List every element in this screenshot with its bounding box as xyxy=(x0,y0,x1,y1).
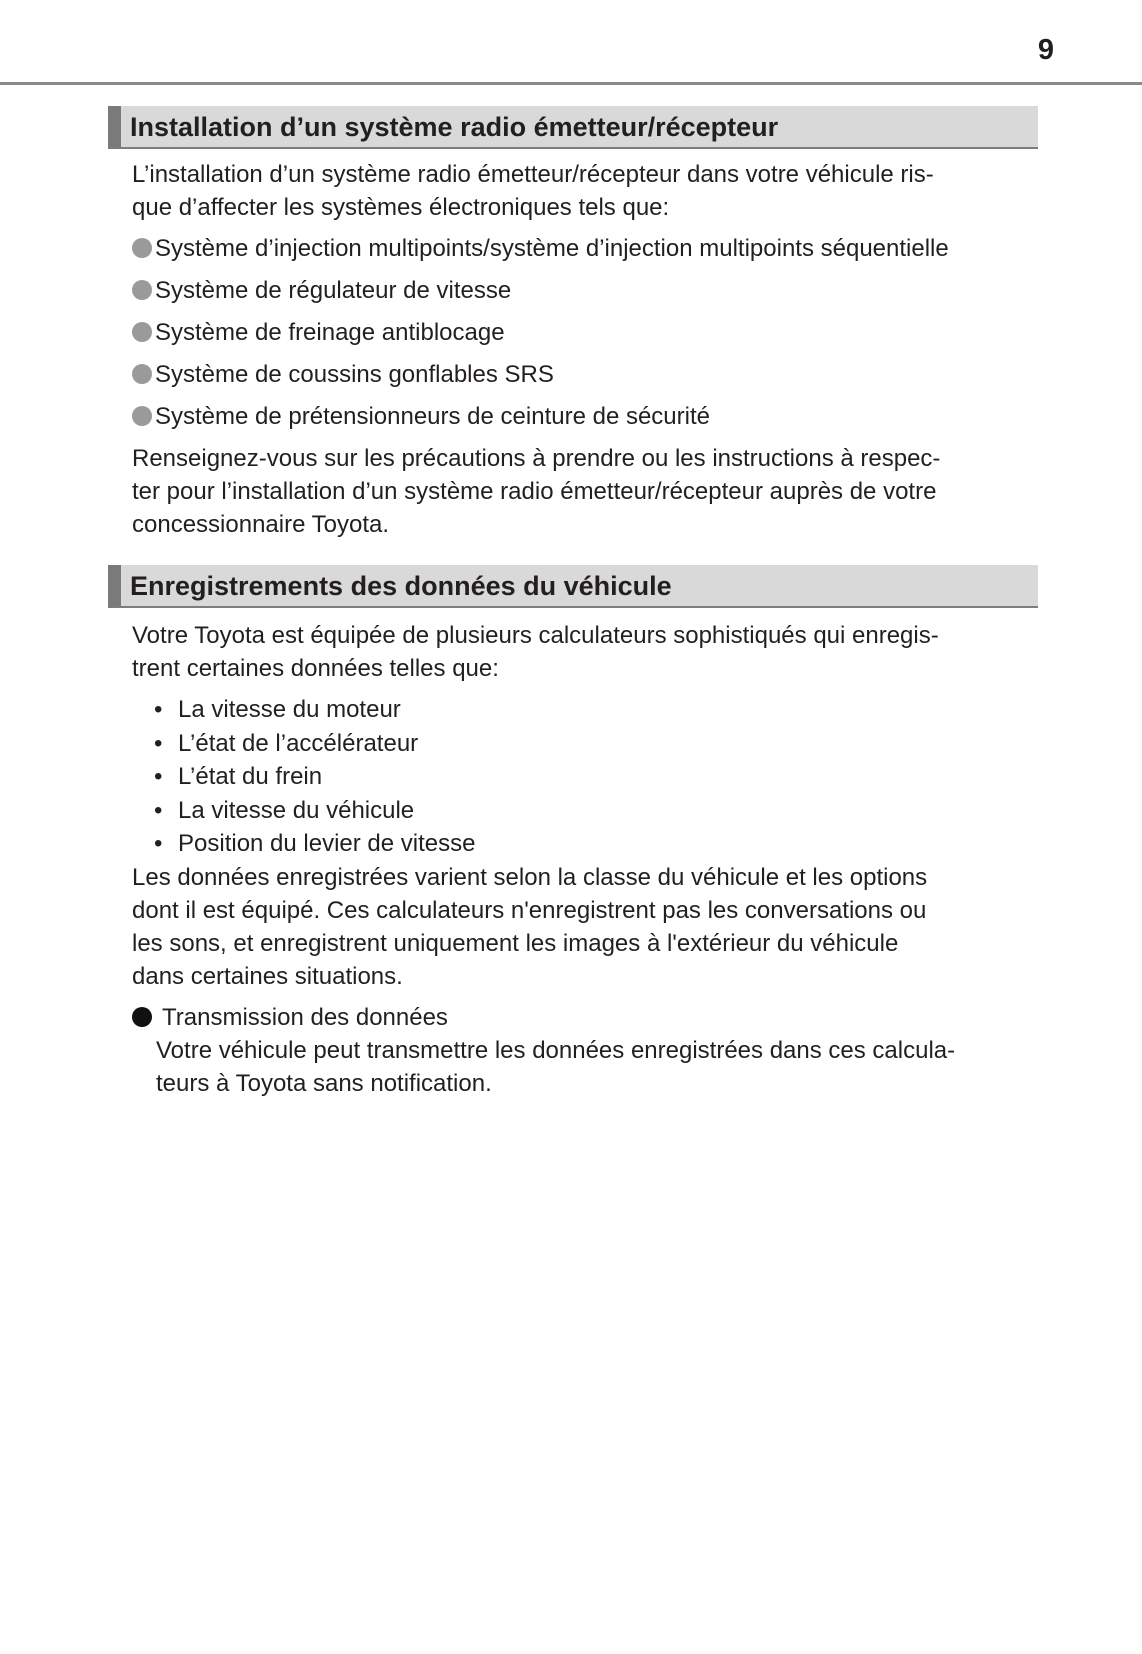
recorded-data-list xyxy=(132,693,1030,861)
list-item: • La vitesse du moteur xyxy=(132,693,1030,727)
gray-bullet-icon xyxy=(132,280,152,300)
intro-line: Votre Toyota est équipée de plusieurs calculateurs sophistiqués qui enregis- xyxy=(132,622,939,649)
list-item: Système de freinage antiblocage xyxy=(132,316,1030,358)
closing-line: ter pour l’installation d’un système radio émetteur/récepteur auprès de votre xyxy=(132,478,937,505)
body-line: Les données enregistrées varient selon la classe du véhicule et les options xyxy=(132,863,928,891)
transmission-line: Votre véhicule peut transmettre les données enregistrées dans ces calcula- xyxy=(156,1036,956,1064)
section-title-radio: Installation d’un système radio émetteur/récepteur xyxy=(130,112,779,142)
closing-line: concessionnaire Toyota. xyxy=(132,511,390,538)
transmission-paragraph xyxy=(132,1034,1030,1100)
intro-paragraph-radio xyxy=(132,158,1030,224)
intro-line: trent certaines données telles que: xyxy=(132,655,499,682)
intro-line: L’installation d’un système radio émetteur/récepteur dans votre véhicule ris- xyxy=(132,161,934,188)
section-body-radio xyxy=(132,158,1030,541)
gray-bullet-icon xyxy=(132,364,152,384)
header-divider xyxy=(0,82,1142,85)
bullet-icon: • xyxy=(154,830,163,857)
body-paragraph-data xyxy=(132,861,1030,993)
bullet-icon: • xyxy=(154,729,163,757)
heading-accent-bar xyxy=(108,565,121,606)
body-line: dans certaines situations. xyxy=(132,962,403,990)
closing-line: Renseignez-vous sur les précautions à prendre ou les instructions à respec- xyxy=(132,445,941,472)
list-item: • L’état du frein xyxy=(132,760,1030,794)
section-title-data: Enregistrements des données du véhicule xyxy=(130,571,672,601)
intro-line: que d’affecter les systèmes électroniques tels que: xyxy=(132,194,670,221)
transmission-item xyxy=(132,1001,1030,1034)
list-item: • La vitesse du véhicule xyxy=(132,794,1030,828)
closing-paragraph-radio xyxy=(132,442,1030,541)
gray-bullet-icon xyxy=(132,238,152,258)
list-item: • L’état de l’accélérateur xyxy=(132,727,1030,761)
gray-bullet-icon xyxy=(132,322,152,342)
intro-paragraph-data xyxy=(132,619,1030,685)
heading-accent-bar xyxy=(108,106,121,147)
transmission-line: teurs à Toyota sans notification. xyxy=(156,1069,492,1097)
section-body-data xyxy=(132,619,1030,1100)
list-item: Système de prétensionneurs de ceinture de sécurité xyxy=(132,400,1030,442)
transmission-title: Transmission des données xyxy=(162,1003,448,1031)
body-line: les sons, et enregistrent uniquement les images à l'extérieur du véhicule xyxy=(132,929,899,957)
black-bullet-icon xyxy=(132,1007,152,1027)
page-number: 9 xyxy=(1037,34,1054,66)
bullet-icon: • xyxy=(154,796,163,824)
list-item: Système d’injection multipoints/système d’injection multipoints séquentielle xyxy=(132,232,1030,274)
section-heading-data xyxy=(108,565,1038,608)
list-item: Système de régulateur de vitesse xyxy=(132,274,1030,316)
bullet-icon: • xyxy=(154,696,163,723)
body-line: dont il est équipé. Ces calculateurs n'enregistrent pas les conversations ou xyxy=(132,896,927,924)
bullet-icon: • xyxy=(154,763,163,790)
list-item: Système de coussins gonflables SRS xyxy=(132,358,1030,400)
gray-bullet-icon xyxy=(132,406,152,426)
list-item: • Position du levier de vitesse xyxy=(132,827,1030,861)
section-heading-radio xyxy=(108,106,1038,149)
